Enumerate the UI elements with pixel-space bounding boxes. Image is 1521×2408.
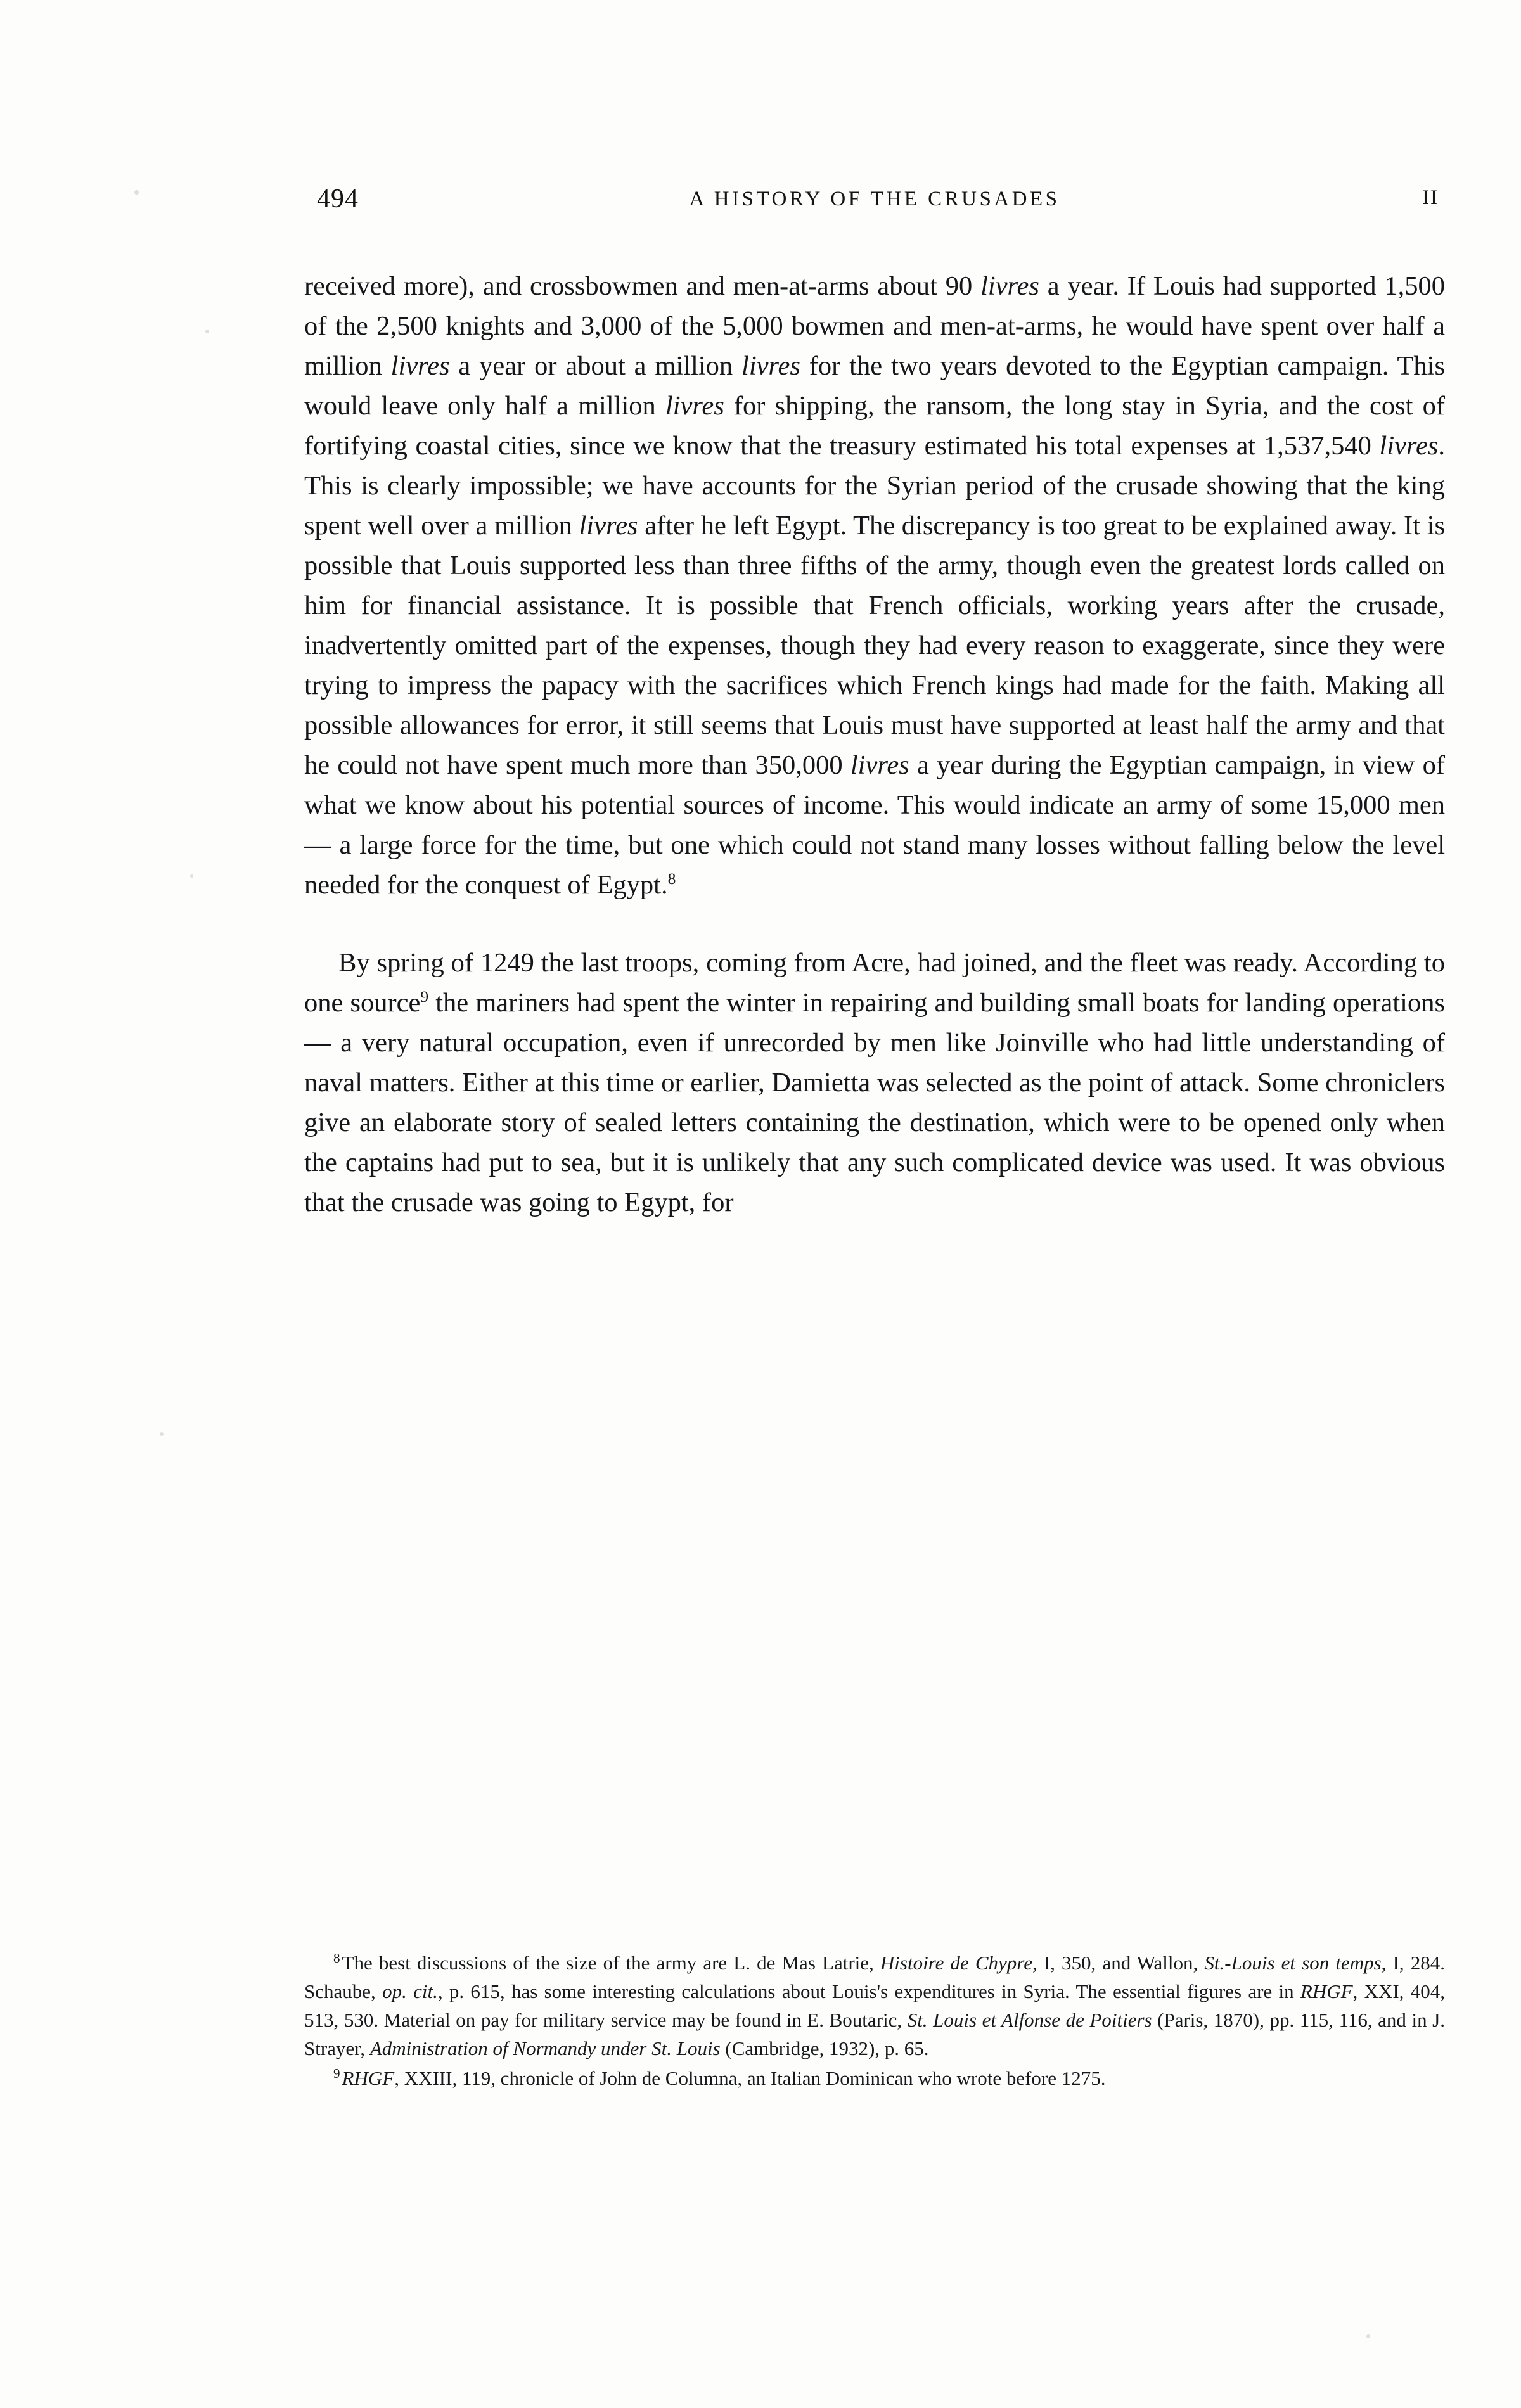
text-run: the mariners had spent the winter in repairing and building small boats for landing operations — a very natural occupation, even if unrecorded by men like Joinville who had little understanding of naval matters. Either at this time or earlier, Damietta was selected as the point of attack. Some chroniclers give an elaborate story of sealed letters containing the destination, which were to be opened only when the captains had put to sea, but it is unlikely that any such complicated device was used. It was obvious that the crusade was going to Egypt, for [304, 988, 1445, 1217]
footnote-8 [304, 1949, 1445, 2063]
italic-term: livres [579, 511, 638, 541]
text-run: a year. If Louis had supported 1,500 of the 2,500 knights and 3,000 of the 5,000 bowmen and men-at-arms, he would have spent over half a million [304, 271, 1445, 381]
italic-title: op. cit. [382, 1980, 438, 2002]
italic-title: Histoire de Chypre [880, 1952, 1032, 1974]
page-content [304, 184, 1445, 1222]
italic-term: livres [980, 271, 1039, 301]
italic-title: RHGF [342, 2067, 395, 2089]
text-run: after he left Egypt. The discrepancy is too great to be explained away. It is possible that Louis supported less than three fifths of the army, though even the greatest lords called on him for financial assistance. It is possible that French officials, working years after the crusade, inadvertently omitted part of the expenses, though they had every reason to exaggerate, since they were trying to impress the papacy with the sacrifices which French kings had made for the faith. Making all possible allowances for error, it still seems that Louis must have supported at least half the army and that he could not have spent much more than 350,000 [304, 511, 1445, 780]
paper-speckle [1366, 2334, 1370, 2338]
footnotes-section [304, 1949, 1445, 2092]
text-run: , XXIII, 119, chronicle of John de Columna, an Italian Dominican who wrote before 1275. [394, 2067, 1106, 2089]
italic-title: RHGF [1300, 1980, 1353, 2002]
text-run: for shipping, the ransom, the long stay in Syria, and the cost of fortifying coastal cities, since we know that the treasury estimated his total expenses at 1,537,540 [304, 391, 1445, 461]
text-run: received more), and crossbowmen and men-at-arms about 90 [304, 271, 981, 301]
text-run: , I, 350, and Wallon, [1032, 1952, 1205, 1974]
italic-term: livres [741, 351, 800, 381]
footnote-9 [304, 2064, 1445, 2092]
italic-term: livres [665, 391, 724, 421]
italic-title: Administration of Normandy under St. Louis [369, 2037, 721, 2059]
paper-speckle [160, 1432, 164, 1436]
paper-speckle [134, 190, 139, 195]
paper-speckle [190, 874, 193, 878]
italic-term: livres [850, 750, 909, 780]
italic-term: livres [1379, 431, 1439, 461]
running-head [304, 184, 1445, 228]
text-run: , I, 284. Schaube, [304, 1952, 1445, 2002]
text-run: By spring of 1249 the last troops, coming from Acre, had joined, and the fleet was ready. According to one source [304, 948, 1445, 1018]
body-paragraph-2 [304, 943, 1445, 1222]
text-run: (Cambridge, 1932), p. 65. [720, 2037, 929, 2059]
page-number: 494 [317, 184, 359, 214]
footnote-marker: 9 [333, 2065, 340, 2081]
text-run: a year during the Egyptian campaign, in view of what we know about his potential sources of income. This would indicate an army of some 15,000 men — a large force for the time, but one which could not stand many losses without falling below the level needed for the conquest of Egypt. [304, 750, 1445, 900]
text-run: , XXI, 404, 513, 530. Material on pay for military service may be found in E. Boutaric, [304, 1980, 1445, 2031]
italic-title: St.-Louis et son temps [1204, 1952, 1382, 1974]
footnote-reference-8[interactable]: 8 [667, 869, 676, 888]
text-run: The best discussions of the size of the army are L. de Mas Latrie, [342, 1952, 880, 1974]
running-title: A HISTORY OF THE CRUSADES [689, 188, 1060, 210]
footnote-reference-9[interactable]: 9 [420, 987, 429, 1006]
text-run: for the two years devoted to the Egyptian campaign. This would leave only half a million [304, 351, 1445, 421]
volume-number: II [1422, 186, 1439, 209]
body-paragraph-1 [304, 266, 1445, 905]
footnote-marker: 8 [333, 1950, 340, 1966]
text-run: (Paris, 1870), pp. 115, 116, and in J. Strayer, [304, 2009, 1445, 2059]
italic-title: St. Louis et Alfonse de Poitiers [907, 2009, 1152, 2031]
paper-speckle [205, 330, 209, 333]
text-run: a year or about a million [449, 351, 742, 381]
text-run: . This is clearly impossible; we have accounts for the Syrian period of the crusade showing that the king spent well over a million [304, 431, 1445, 541]
italic-term: livres [390, 351, 450, 381]
text-run: , p. 615, has some interesting calculations about Louis's expenditures in Syria. The essential figures are in [437, 1980, 1300, 2002]
